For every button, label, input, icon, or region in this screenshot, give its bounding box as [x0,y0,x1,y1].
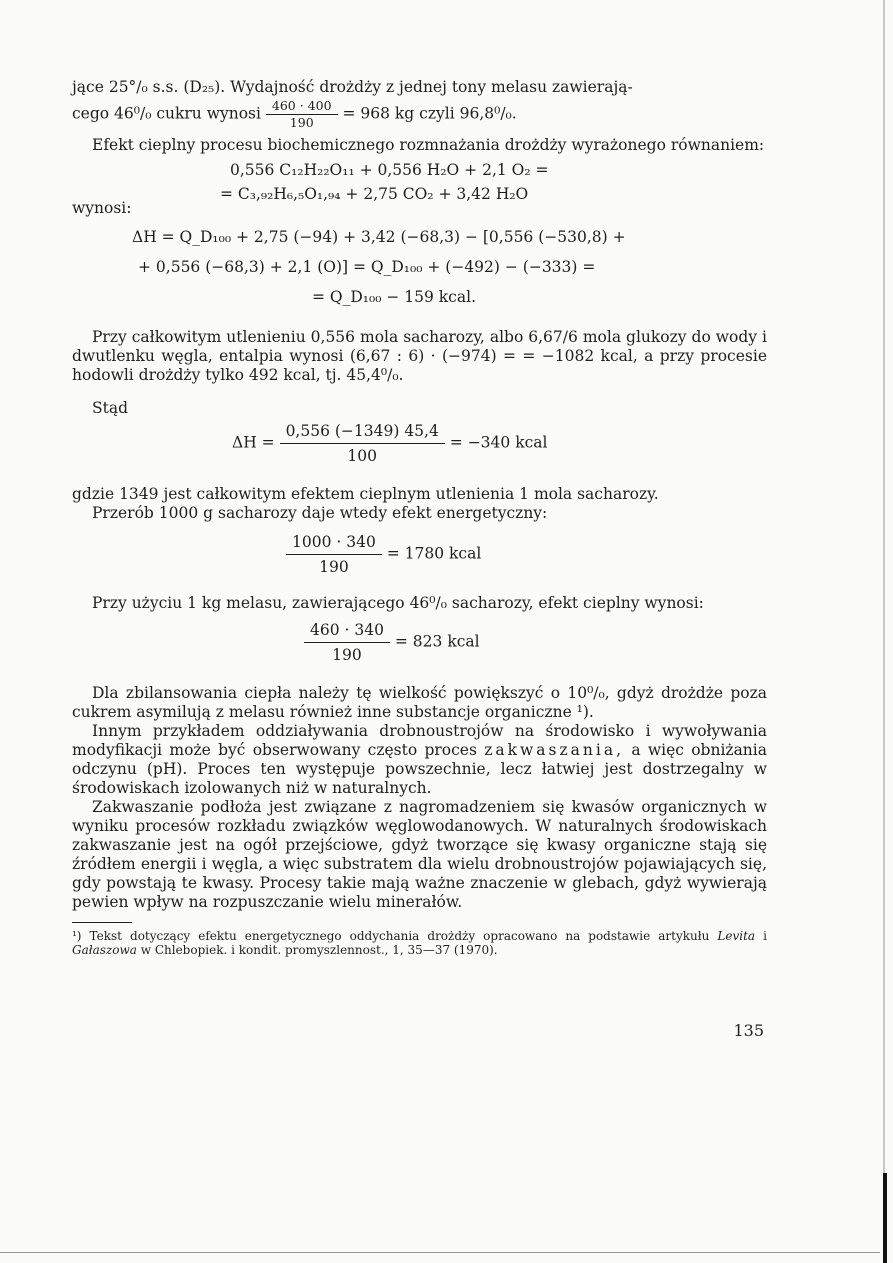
paragraph-6: Przy użyciu 1 kg melasu, zawierającego 46⁰/₀ sacharozy, efekt cieplny wynosi: [92,594,704,612]
term-zakwaszania: zakwaszania, [484,741,625,759]
paragraph-3: Przy całkowitym utlenieniu 0,556 mola sacharozy, albo 6,67/6 mola glukozy do wody i dwutlenku węgla, entalpia wynosi (6,67 : 6) · (−974) = = −1082 kcal, a przy procesie hodowli drożdży tylko 492 kcal, tj. 45,4⁰/₀. [72,328,767,384]
equation-1-line-2: = C₃,₉₂H₆,₅O₁,₉₄ + 2,75 CO₂ + 3,42 H₂O [220,185,529,203]
paragraph-8 [72,722,767,798]
equation-2-line-1: ΔH = Q_D₁₀₀ + 2,75 (−94) + 3,42 (−68,3) − [0,556 (−530,8) + [132,228,626,246]
footnote-author-2: Gałaszowa [72,943,137,957]
fraction-yield-denominator: 190 [289,115,314,130]
equation-5-numerator: 460 · 340 [304,619,390,643]
scan-edge-right [883,0,885,1263]
paragraph-8-text-cont: a więc obniżania odczynu (pH). Proces ten występuje powszechnie, lecz łatwiej jest dostrzegalny w środowiskach izolowanych niż w naturalnych. [72,741,767,797]
page-number: 135 [733,1021,764,1040]
equation-4-numerator: 1000 · 340 [286,531,382,555]
equation-3 [232,420,767,467]
paragraph-9: Zakwaszanie podłoża jest związane z nagromadzeniem się kwasów organicznych w wyniku procesów rozkładu związków węglowodanowych. W naturalnych środowiskach zakwaszanie jest na ogół przejściowe, gdyż tworzące się kwasy organiczne stają się źródłem energii i węgla, a więc substratem dla wielu drobnoustrojów pojawiających się, gdy powstają te kwasy. Procesy takie mają ważne znaczenie w glebach, gdyż wywierają pewien wpływ na rozpuszczanie wielu minerałów. [72,798,767,911]
equation-3-numerator: 0,556 (−1349) 45,4 [280,420,445,444]
equation-2-line-2: + 0,556 (−68,3) + 2,1 (O)] = Q_D₁₀₀ + (−492) − (−333) = [138,258,596,276]
equation-5-rhs: = 823 kcal [394,632,480,651]
paragraph-5: Przerób 1000 g sacharozy daje wtedy efekt energetyczny: [92,504,548,522]
equation-3-lhs: ΔH = [232,433,275,452]
footnote-author-1: Levita [717,929,756,943]
equation-5 [304,619,767,666]
scan-edge-bottom [0,1252,880,1253]
equation-3-fraction [280,420,445,467]
equation-4-fraction [286,531,382,578]
footnote [72,929,767,957]
equation-5-denominator: 190 [332,646,362,664]
paragraph-7: Dla zbilansowania ciepła należy tę wielkość powiększyć o 10⁰/₀, gdyż drożdże poza cukrem asymilują z melasu również inne substancje organiczne ¹). [72,684,767,721]
equation-1-line-1: 0,556 C₁₂H₂₂O₁₁ + 0,556 H₂O + 2,1 O₂ = [230,161,549,179]
page-body [72,78,767,957]
paragraph-4: gdzie 1349 jest całkowitym efektem cieplnym utlenienia 1 mola sacharozy. [72,485,659,503]
equation-3-rhs: = −340 kcal [449,433,548,452]
paragraph-8-text: Innym przykładem oddziaływania drobnoustrojów na środowisko i wywoływania modyfikacji może być obserwowany często proces [72,722,767,759]
equation-4 [286,531,767,578]
footnote-source: w Chlebopiek. i kondit. promyszlennost., 1, 35—37 (1970). [140,943,498,957]
paragraph-1-line-1: jące 25°/₀ s.s. (D₂₅). Wydajność drożdży z jednej tony melasu zawierają- [72,78,633,96]
label-wynosi: wynosi: [72,199,132,217]
paragraph-1-result: = 968 kg czyli 96,8⁰/₀. [342,104,517,123]
equation-4-rhs: = 1780 kcal [386,544,482,563]
equation-2-line-3: = Q_D₁₀₀ − 159 kcal. [312,288,476,306]
fraction-yield-numerator: 460 · 400 [266,99,338,115]
fraction-yield [266,99,338,130]
equation-5-fraction [304,619,390,666]
label-stad: Stąd [92,399,129,417]
equation-3-denominator: 100 [347,447,377,465]
equation-4-denominator: 190 [319,558,349,576]
scan-edge-corner [883,1173,887,1263]
paragraph-2: Efekt cieplny procesu biochemicznego rozmnażania drożdży wyrażonego równaniem: [92,136,765,154]
footnote-and: i [763,929,767,943]
paragraph-1-text: cego 46⁰/₀ cukru wynosi [72,104,261,123]
footnote-divider [72,922,132,923]
footnote-text: ¹) Tekst dotyczący efektu energetycznego oddychania drożdży opracowano na podstawie artykułu [72,929,710,943]
paragraph-1-line-2 [72,99,767,130]
